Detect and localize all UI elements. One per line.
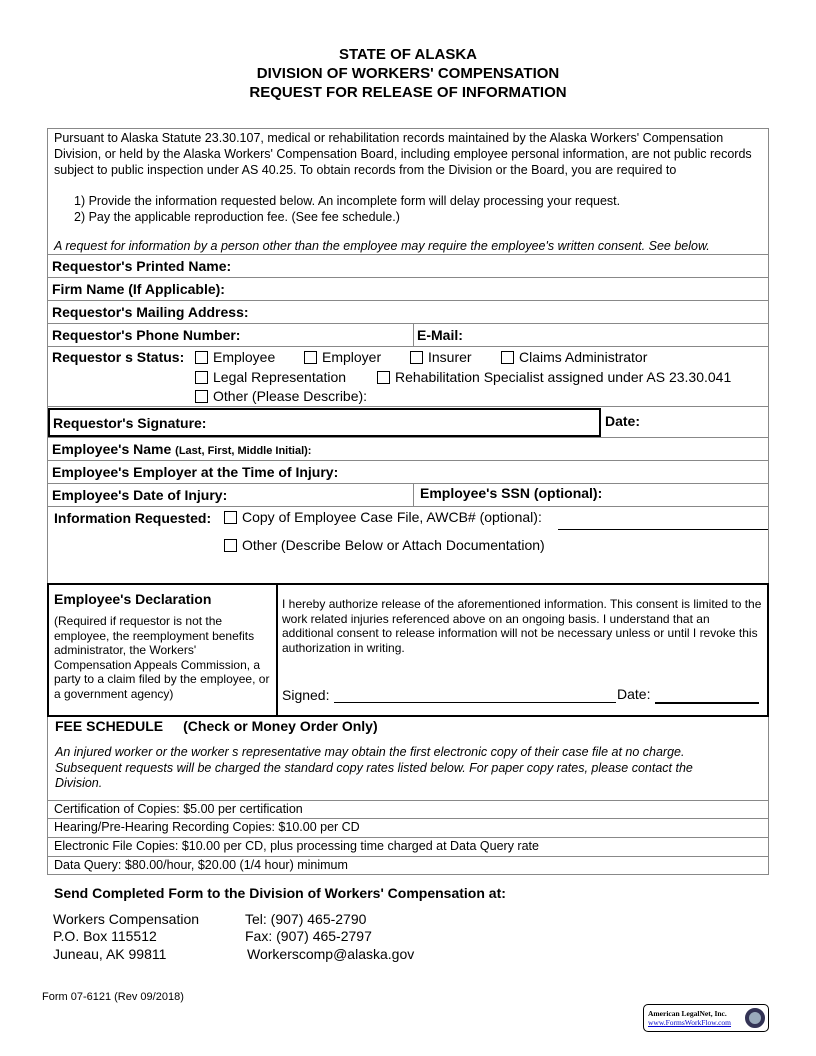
employee-name-label: Employee's Name (Last, First, Middle Initial): <box>52 441 312 457</box>
declaration-note: (Required if requestor is not the employee, the reemployment benefits administrator, the Workers' Compensation Appeals Commission, a party to a claim filed by the employee, or a government agency) <box>54 614 270 701</box>
signature-label: Requestor's Signature: <box>53 415 207 431</box>
doi-row <box>47 484 769 507</box>
divider <box>413 484 414 506</box>
printed-name-label: Requestor's Printed Name: <box>52 258 232 274</box>
status-row <box>47 347 769 407</box>
status-legal-checkbox[interactable]: Legal Representation <box>195 369 346 385</box>
globe-icon <box>745 1008 765 1028</box>
status-other-checkbox[interactable]: Other (Please Describe): <box>195 388 367 404</box>
fee-row: Hearing/Pre-Hearing Recording Copies: $10.00 per CD <box>47 819 769 838</box>
phone-label: Requestor's Phone Number: <box>52 327 241 343</box>
phone-number: Tel: (907) 465-2790 <box>245 911 367 927</box>
status-insurer-checkbox[interactable]: Insurer <box>410 349 472 365</box>
declaration-title: Employee's Declaration <box>54 591 212 607</box>
header-line2: DIVISION OF WORKERS' COMPENSATION <box>256 65 560 82</box>
email-link[interactable]: Workerscomp@alaska.gov <box>247 946 415 962</box>
awcb-number-line[interactable] <box>558 529 768 530</box>
intro-item-1: 1) Provide the information requested below. An incomplete form will delay processing your request. <box>74 194 621 208</box>
doi-label: Employee's Date of Injury: <box>52 487 228 503</box>
status-label: Requestor s Status: <box>52 349 185 365</box>
declaration-section <box>47 583 769 717</box>
fee-row: Data Query: $80.00/hour, $20.00 (1/4 hour) minimum <box>47 857 769 875</box>
form-number: Form 07-6121 (Rev 09/2018) <box>42 991 184 1003</box>
mailing-address-label: Requestor's Mailing Address: <box>52 304 249 320</box>
info-requested-label: Information Requested: <box>54 510 212 526</box>
fee-row: Electronic File Copies: $10.00 per CD, plus processing time charged at Data Query rate <box>47 838 769 857</box>
intro-note: A request for information by a person other than the employee may require the employee's written consent. See below. <box>54 239 710 253</box>
intro-section <box>47 128 769 255</box>
firm-name-label: Firm Name (If Applicable): <box>52 281 225 297</box>
fee-row: Certification of Copies: $5.00 per certification <box>47 800 769 819</box>
ssn-label: Employee's SSN (optional): <box>420 485 603 501</box>
address-line: P.O. Box 115512 <box>53 928 157 944</box>
address-line: Juneau, AK 99811 <box>53 946 167 962</box>
intro-text: Pursuant to Alaska Statute 23.30.107, medical or rehabilitation records maintained by the Alaska Workers' Compensation Division, or held by the Alaska Workers' Compensation Board, including employee personal information, are not public records subject to public inspection under AS 40.25. To obtain records from the Division or the Board, you are required to <box>54 131 752 177</box>
signed-label: Signed: <box>282 687 330 703</box>
printed-name-field[interactable] <box>47 255 769 278</box>
info-requested-row <box>47 507 769 584</box>
info-other-checkbox[interactable]: Other (Describe Below or Attach Documentation) <box>224 537 545 553</box>
info-case-file-checkbox[interactable]: Copy of Employee Case File, AWCB# (optional): <box>224 509 542 525</box>
employee-signature-line[interactable] <box>334 702 616 703</box>
email-label: E-Mail: <box>417 327 463 343</box>
signature-row <box>47 407 769 438</box>
send-title: Send Completed Form to the Division of Workers' Compensation at: <box>54 885 506 901</box>
employer-field[interactable] <box>47 461 769 484</box>
intro-item-2: 2) Pay the applicable reproduction fee. (See fee schedule.) <box>74 210 400 224</box>
address-line: Workers Compensation <box>53 911 200 927</box>
status-rehab-checkbox[interactable]: Rehabilitation Specialist assigned under AS 23.30.041 <box>377 369 731 385</box>
declaration-date-label: Date: <box>617 686 651 702</box>
header-line1: STATE OF ALASKA <box>338 46 478 63</box>
signature-date-label: Date: <box>605 413 641 429</box>
status-employee-checkbox[interactable]: Employee <box>195 349 275 365</box>
employer-label: Employee's Employer at the Time of Injury: <box>52 464 339 480</box>
fee-note: An injured worker or the worker s representative may obtain the first electronic copy of their case file at no charge. Subsequent requests will be charged the standard copy rates listed below. For paper copy rates, please contact the Division. <box>55 745 693 790</box>
declaration-text: I hereby authorize release of the aforementioned information. This consent is limited to the work related injuries referenced above on an ongoing basis. I understand that an additional consent to release information will not be necessary unless or until I revoke this authorization in writing. <box>282 597 762 655</box>
firm-name-field[interactable] <box>47 278 769 301</box>
legalnet-logo[interactable]: American LegalNet, Inc. www.FormsWorkFlow.com <box>643 1004 769 1032</box>
status-employer-checkbox[interactable]: Employer <box>304 349 381 365</box>
fee-title: FEE SCHEDULE (Check or Money Order Only) <box>55 718 378 734</box>
divider <box>413 324 414 346</box>
fax-number: Fax: (907) 465-2797 <box>245 928 372 944</box>
phone-row <box>47 324 769 347</box>
status-claims-admin-checkbox[interactable]: Claims Administrator <box>501 349 647 365</box>
fee-schedule <box>47 717 769 801</box>
declaration-date-line[interactable] <box>655 702 759 704</box>
page-title: REQUEST FOR RELEASE OF INFORMATION <box>249 84 567 101</box>
employee-name-field[interactable] <box>47 438 769 461</box>
mailing-address-field[interactable] <box>47 301 769 324</box>
